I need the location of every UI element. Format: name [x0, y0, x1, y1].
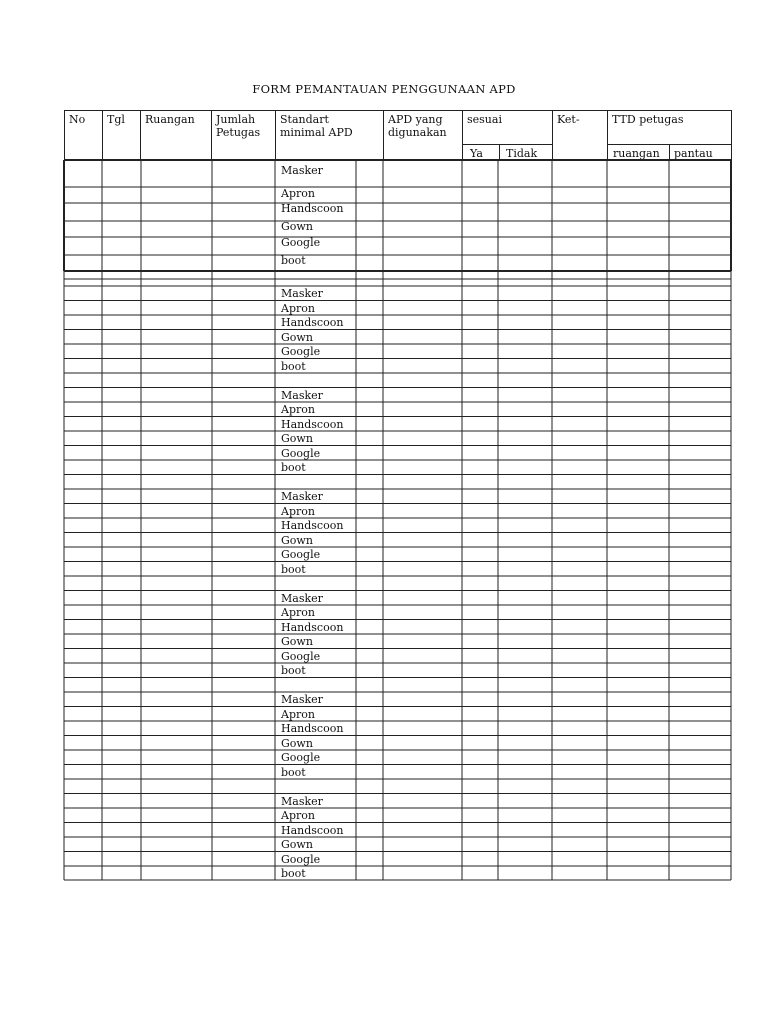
- apd-item-label: Gown: [281, 635, 313, 648]
- apd-item-label: Google: [281, 446, 321, 460]
- apd-item-label: Handscoon: [281, 823, 344, 837]
- apd-item-label: boot: [281, 461, 306, 474]
- header-sesuai: sesuai: [467, 113, 502, 126]
- header-standart-apd: Standart minimal APD: [280, 113, 353, 139]
- apd-item-label: Apron: [281, 187, 315, 200]
- apd-item-label: Masker: [281, 591, 323, 605]
- header-tgl: Tgl: [107, 113, 125, 126]
- header-ruangan: Ruangan: [145, 113, 195, 126]
- header-apd-digunakan: APD yang digunakan: [388, 113, 447, 139]
- apd-item-label: Google: [281, 751, 321, 764]
- apd-item-label: Masker: [281, 164, 323, 177]
- apd-item-label: Masker: [281, 693, 323, 706]
- apd-item-label: Handscoon: [281, 202, 344, 215]
- header-ttd-petugas: TTD petugas: [612, 113, 684, 126]
- apd-item-label: boot: [281, 664, 306, 677]
- apd-item-label: Gown: [281, 330, 313, 344]
- apd-item-label: boot: [281, 254, 306, 267]
- apd-item-label: Gown: [281, 838, 313, 851]
- table-header: [64, 110, 732, 160]
- apd-item-label: Masker: [281, 287, 323, 300]
- apd-item-label: Google: [281, 236, 321, 249]
- apd-item-label: Apron: [281, 504, 315, 518]
- header-ya: Ya: [470, 147, 483, 160]
- header-tidak: Tidak: [506, 147, 538, 160]
- apd-item-label: boot: [281, 765, 306, 779]
- header-jumlah-petugas: Jumlah Petugas: [216, 113, 261, 139]
- apd-item-label: Gown: [281, 220, 313, 233]
- apd-item-label: Apron: [281, 606, 315, 619]
- apd-item-label: Apron: [281, 403, 315, 416]
- apd-item-label: Handscoon: [281, 722, 344, 735]
- apd-item-label: Masker: [281, 490, 323, 503]
- apd-item-label: Apron: [281, 809, 315, 822]
- apd-item-label: Google: [281, 649, 321, 663]
- apd-item-label: Handscoon: [281, 316, 344, 329]
- header-no: No: [69, 113, 86, 126]
- form-title: FORM PEMANTAUAN PENGGUNAAN APD: [252, 82, 516, 96]
- apd-item-label: Masker: [281, 388, 323, 402]
- apd-item-label: Gown: [281, 432, 313, 445]
- apd-item-label: boot: [281, 867, 306, 880]
- apd-item-label: Apron: [281, 707, 315, 721]
- apd-item-label: Masker: [281, 794, 323, 808]
- apd-item-label: Google: [281, 548, 321, 561]
- apd-item-label: Gown: [281, 736, 313, 750]
- header-ttd-pantau: pantau: [674, 147, 713, 160]
- header-ttd-ruangan: ruangan: [613, 147, 660, 160]
- apd-item-label: boot: [281, 562, 306, 576]
- apd-item-label: Google: [281, 852, 321, 866]
- apd-item-label: Apron: [281, 301, 315, 315]
- apd-item-label: Google: [281, 345, 321, 358]
- apd-item-label: Handscoon: [281, 519, 344, 532]
- apd-item-label: Gown: [281, 533, 313, 547]
- header-ket: Ket-: [557, 113, 580, 126]
- apd-item-label: Handscoon: [281, 620, 344, 634]
- apd-item-label: Handscoon: [281, 417, 344, 431]
- apd-item-label: boot: [281, 359, 306, 373]
